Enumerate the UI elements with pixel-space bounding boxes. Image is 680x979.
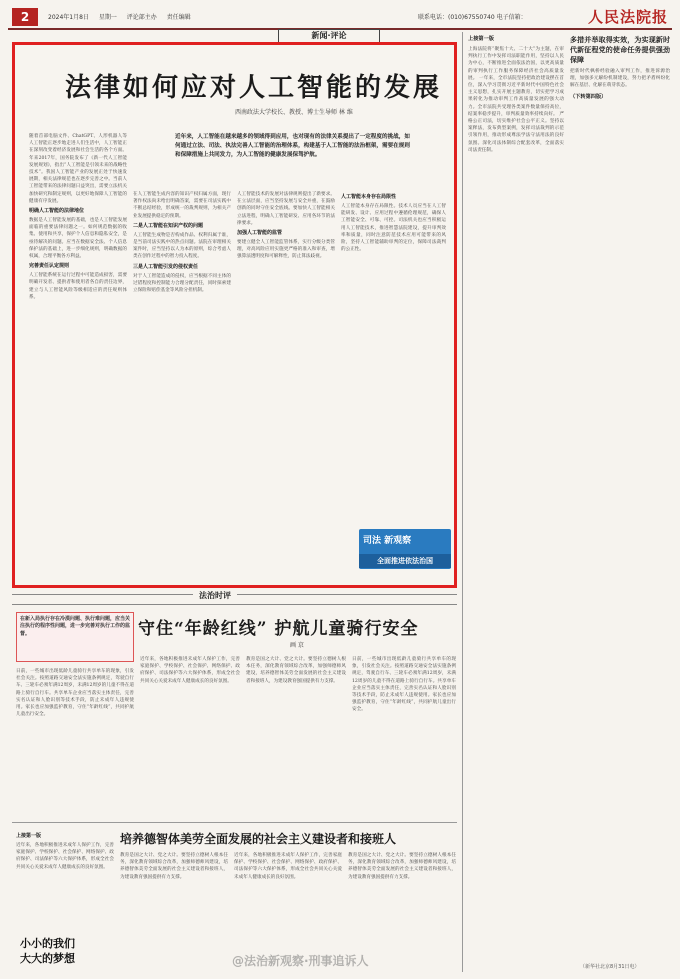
commentary-callout: 在新入局执行存在冷漠问题、执行难问题，应当关注执行的程序性问题，进一步完善对执行工作的监督。 [16,612,134,662]
commentary-text: 日前，一些城市出现低龄儿童骑行共享单车的现象，引发社会关注。按照道路交通安全法实施条例规定，驾驶自行车、三轮车必须年满12周岁，未满12周岁的儿童不得在道路上骑行自行车。共享单车企业应当落实主体责任，完善实名认证和人脸识别等技术手段，防止未成年人违规使用。家长也应加强监护教育，守住“年龄红线”，共同护航儿童出行安全。 [16,669,134,718]
commentary-column-4 [352,656,456,818]
dream-title-line-1: 小小的我们 [20,937,75,950]
main-lead: 近年来，人工智能在越来越多的领域得到应用，也对现有的法律关系提出了一定程度的挑战，如何通过立法、司法、执法完善人工智能的治理体系，构建基于人工智能的法治框架，需要在规则和保障措施上共同发力，为人工智能的健康发展保驾护航。 [175,134,410,158]
col1-text-2: 数据是人工智能发展的基础，也是人工智能发展面临的重要法律问题之一。如何规范数据的收集、使用和共享，保护个人信息和隐私安全，是亟待解决的问题。应当在数据安全法、个人信息保护法的基础上，进一步细化规则，明确数据的权属，合理平衡各方利益。 [29,218,127,260]
dream-title [20,936,75,966]
commentary-headline: 守住“年龄红线” 护航儿童骑行安全 [138,619,419,639]
education-column-3 [348,852,456,952]
col1-text-3: 人工智能系统在运行过程中可能造成损害，需要明确开发者、提供者和使用者各自的责任边界，建立与人工智能风险等级相适应的责任规则体系。 [29,273,127,300]
education-text: 教育是国之大计、党之大计。要坚持立德树人根本任务，深化教育领域综合改革，加强师德师风建设，培养德智体美劳全面发展的社会主义建设者和接班人，为建设教育强国提供有力支撑。 [120,853,228,880]
commentary-text-d: 日前，一些城市出现低龄儿童骑行共享单车的现象，引发社会关注。按照道路交通安全法实施条例规定，驾驶自行车、三轮车必须年满12周岁，未满12周岁的儿童不得在道路上骑行自行车。共享单车企业应当落实主体责任，完善实名认证和人脸识别等技术手段，防止未成年人违规使用。家长也应加强监护教育，守住“年龄红线”，共同护航儿童出行安全。 [352,657,456,713]
page-number: 2 [12,8,38,26]
education-column-2 [234,852,342,952]
col2-text-2: 人工智能生成物是否构成作品、权利归属于谁，是当前司法实践中的热点问题。法院在审理相关案件时，应当坚持以人为本的原则，综合考虑人类在创作过程中的智力投入程度。 [133,232,231,260]
email-label: 电子信箱： [496,14,527,21]
article-column-3 [237,191,335,585]
right-text-1: 上海法院将“聚焦十大、二十大”为主题，在审判执行工作中发挥司法职能作用，坚持以人民为中心，不断推进全面依法治国，以更高质量的审判执行工作服务保障经济社会高质量发展。 [468,47,564,81]
contact-phone: 联系电话：(010)67550740 [418,14,495,21]
col1-subhead-2: 完善责任认定规则 [29,263,70,270]
main-headline: 法律如何应对人工智能的发展 [65,73,443,103]
right-continued: （下转第四版） [570,93,607,100]
col3-text-2: 要建立健全人工智能监管体系，实行分级分类管理，对高风险应用实施更严格的准入和审查，增强算法透明度和可解释性，防止算法歧视。 [237,240,335,260]
commentary-column-3 [246,656,346,818]
article-column-2 [133,191,231,585]
right-column-a [468,32,564,962]
right-intro-label: 上接第一版 [468,36,494,42]
masthead-contact [418,12,527,21]
commentary-column-2 [140,656,240,818]
col1-text: 随着首部电脑文件、ChatGPT、人形机器人等人工智能正逐步地走进人们生活中，人工智能正在深刻改变着经济发展和社会生活的各个方面。年来2017年，国务院发布了《新一代人工智能发展规划》，指出“人工智能是引领未来的战略性技术”。我国人工智能产业的发展正处于快速发展期，相关法律规范也在逐步完善之中。当前人工智能带来的法律问题日益突出，需要立法机关加快研究和制定规则，以更好地保障人工智能的健康有序发展。 [29,134,127,204]
watermark: @法治新观察·刑事追诉人 [232,954,369,968]
col1-subhead-1: 明确人工智能的法律地位 [29,208,85,215]
right-headline: 多措并举取得实效，为实现新时代新征程党的使命任务提供强劲保障 [570,36,670,64]
education-headline: 培养德智体美劳全面发展的社会主义建设者和接班人 [120,832,397,846]
education-text-b: 近年来，各地积极推进未成年人保护工作，完善家庭保护、学校保护、社会保护、网络保护、政府保护、司法保护等六大保护体系，形成全社会共同关心关爱未成年人健康成长的良好氛围。 [234,853,342,880]
article-column-4 [341,191,446,521]
col2-subhead-2: 三是人工智能引发的侵权责任 [133,263,199,270]
badge-title: 司法 新观察 [363,536,412,546]
main-byline: 西南政法大学校长、教授、博士生导师 林 维 [235,109,353,116]
issue-weekday: 星期一 [98,14,117,21]
commentary-column-1 [16,668,134,818]
right-text-4: 把新时代枫桥经验融入审判工作，推进诉源治理，加强多元解纷机制建设，努力把矛盾纠纷化解在基层、化解在萌芽状态。 [570,69,670,89]
newspaper-logo: 人民法院报 [587,8,668,26]
lower-intro-label: 上接第一版 [16,833,42,839]
education-column-1 [120,852,228,952]
main-article-box [12,42,457,588]
lower-left-body: 近年来，各地积极推进未成年人保护工作，完善家庭保护、学校保护、社会保护、网络保护、政府保护、司法保护等六大保护体系，形成全社会共同关心关爱未成年人健康成长的良好氛围。 [16,843,114,870]
column-divider [462,32,463,972]
col3-text: 人工智能技术的发展对法律规则提出了新要求。在立法层面，应当坚持发展与安全并重，在鼓励创新的同时守住安全底线。要加快人工智能相关立法进程，明确人工智能研发、应用各环节的法律要求。 [237,192,335,226]
commentary-text-c: 教育是国之大计、党之大计。要坚持立德树人根本任务，深化教育领域综合改革，加强师德师风建设，培养德智体美劳全面发展的社会主义建设者和接班人，为建设教育强国提供有力支撑。 [246,657,346,684]
judicial-observation-badge [359,529,451,569]
masthead-meta [48,12,199,21]
section-tag: 新闻·评论 [278,29,380,43]
editor-label: 评论部主办 [126,14,157,21]
col2-text: 在人工智能生成内容的知识产权归属方面，现行著作权法尚未给出明确答案，需要在司法实践中不断总结经验，形成统一的裁判规则，为相关产业发展提供稳定的预期。 [133,192,231,219]
issue-date: 2024年1月8日 [48,14,89,21]
col4-text: 人工智能本身存在局限性。技术人员应当在人工智能研发、设计、应用过程中遵循伦理规范，确保人工智能安全、可靠、可控。司法机关也应当积极运用人工智能技术，推进智慧法院建设，提升审判效率和质量，同时注意防范技术应用可能带来的风险，坚持人工智能辅助审判的定位，保障司法裁判的公正性。 [341,204,446,253]
commentary-text-b: 近年来，各地积极推进未成年人保护工作，完善家庭保护、学校保护、社会保护、网络保护、政府保护、司法保护等六大保护体系，形成全社会共同关心关爱未成年人健康成长的良好氛围。 [140,657,240,684]
masthead [8,6,672,30]
education-text-c: 教育是国之大计、党之大计。要坚持立德树人根本任务，深化教育领域综合改革，加强师德师风建设，培养德智体美劳全面发展的社会主义建设者和接班人，为建设教育强国提供有力支撑。 [348,853,456,880]
right-footer-note: （新华社北京8月31日电） [580,964,640,970]
col4-subhead: 人工智能本身存在局限性 [341,194,397,200]
right-column-b [570,32,670,962]
commentary-byline: 画 京 [290,642,304,649]
section-divider [12,822,457,823]
lower-left-text [16,830,114,930]
duty-editor: 责任编辑 [166,14,191,21]
badge-subtitle: 全面推进依法治国 [359,554,451,568]
dream-title-line-2: 大大的梦想 [20,952,75,965]
right-text-2: 一年来，全市法院坚持把政治建设摆在首位，深入学习贯彻习近平新时代中国特色社会主义思想，扎实开展主题教育，切实把学习成果转化为推动审判工作高质量发展的强大动力。全市法院共受理各类案件数量保持高位，结案率稳步提升，审判质量效率持续向好。 [468,75,564,117]
col2-text-3: 对于人工智能造成的侵权，应当根据不同主体的过错程度和控制能力合理分配责任，同时探索建立保险和赔偿基金等风险分担机制。 [133,273,231,294]
right-text-3: 严格公正司法，切实维护社会公平正义。坚持以案释法，发布典型案例，发挥司法裁判的示范引领作用，推动形成尊法学法守法用法的良好氛围。深化司法体制综合配套改革，全面落实司法责任制。 [468,111,564,153]
article-column-1 [29,133,127,585]
section-title: 法治时评 [193,590,237,601]
col3-subhead-1: 加强人工智能的监管 [237,230,283,237]
col2-subhead-1: 二是人工智能在知识产权的问题 [133,222,204,229]
